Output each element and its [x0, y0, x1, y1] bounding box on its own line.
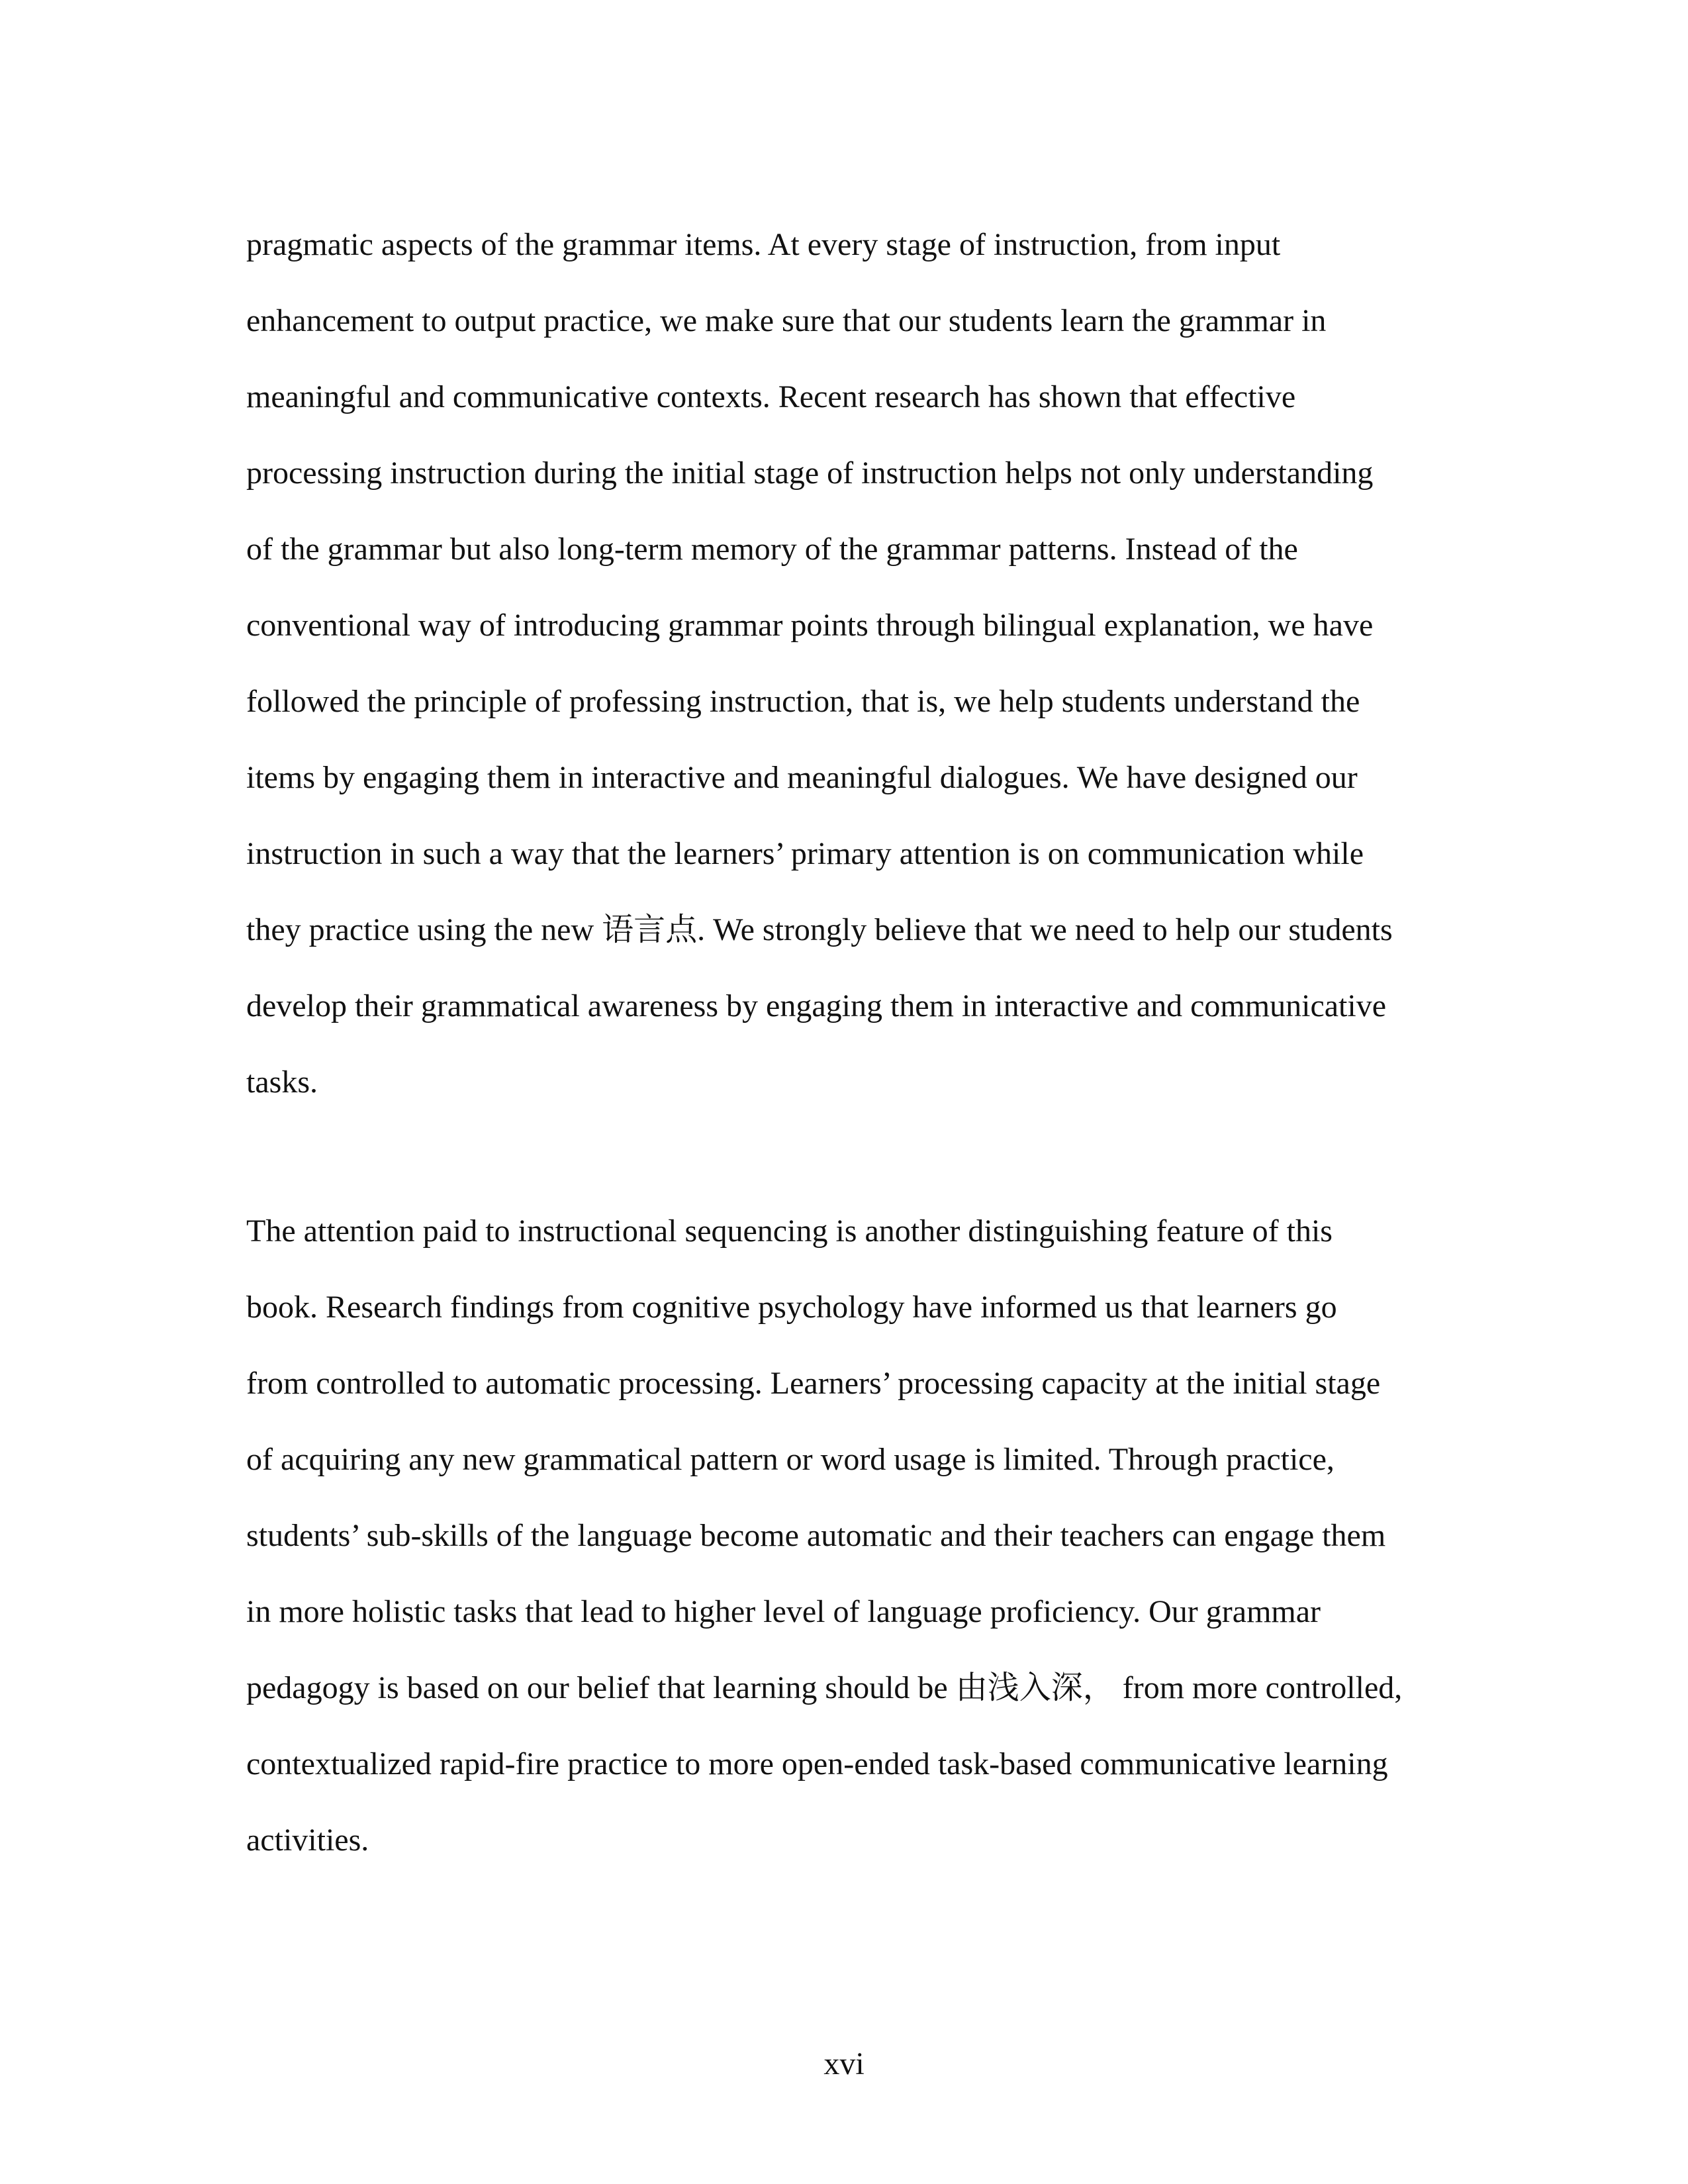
text-line: from controlled to automatic processing. Learners’ processing capacity at the initial stage	[246, 1366, 1381, 1401]
text-line: of acquiring any new grammatical pattern or word usage is limited. Through practice,	[246, 1442, 1335, 1477]
text-line: enhancement to output practice, we make sure that our students learn the grammar in	[246, 303, 1327, 338]
text-line: pragmatic aspects of the grammar items. At every stage of instruction, from input	[246, 227, 1281, 262]
text-line: followed the principle of professing instruction, that is, we help students understand the	[246, 684, 1360, 719]
paragraph-1	[246, 207, 1438, 1120]
text-line: contextualized rapid-fire practice to more open-ended task-based communicative learning	[246, 1746, 1388, 1781]
text-line: conventional way of introducing grammar points through bilingual explanation, we have	[246, 608, 1374, 643]
text-line: items by engaging them in interactive and meaningful dialogues. We have designed our	[246, 760, 1358, 795]
text-line: they practice using the new 语言点. We strongly believe that we need to help our students	[246, 912, 1393, 947]
paragraph-2	[246, 1193, 1438, 1878]
page-number: xvi	[823, 2046, 865, 2081]
text-line: The attention paid to instructional sequencing is another distinguishing feature of this	[246, 1213, 1333, 1249]
text-line: tasks.	[246, 1065, 318, 1100]
text-line: in more holistic tasks that lead to higher level of language proficiency. Our grammar	[246, 1594, 1321, 1629]
text-line: activities.	[246, 1823, 369, 1858]
text-line: develop their grammatical awareness by engaging them in interactive and communicative	[246, 988, 1387, 1023]
text-line: book. Research findings from cognitive psychology have informed us that learners go	[246, 1290, 1337, 1325]
text-line: of the grammar but also long-term memory of the grammar patterns. Instead of the	[246, 532, 1298, 567]
text-line: students’ sub-skills of the language become automatic and their teachers can engage them	[246, 1518, 1386, 1553]
text-line: pedagogy is based on our belief that learning should be 由浅入深， from more controlled,	[246, 1670, 1403, 1705]
text-line: instruction in such a way that the learners’ primary attention is on communication while	[246, 836, 1364, 871]
text-line: meaningful and communicative contexts. Recent research has shown that effective	[246, 379, 1296, 414]
text-line: processing instruction during the initial stage of instruction helps not only understanding	[246, 455, 1374, 491]
